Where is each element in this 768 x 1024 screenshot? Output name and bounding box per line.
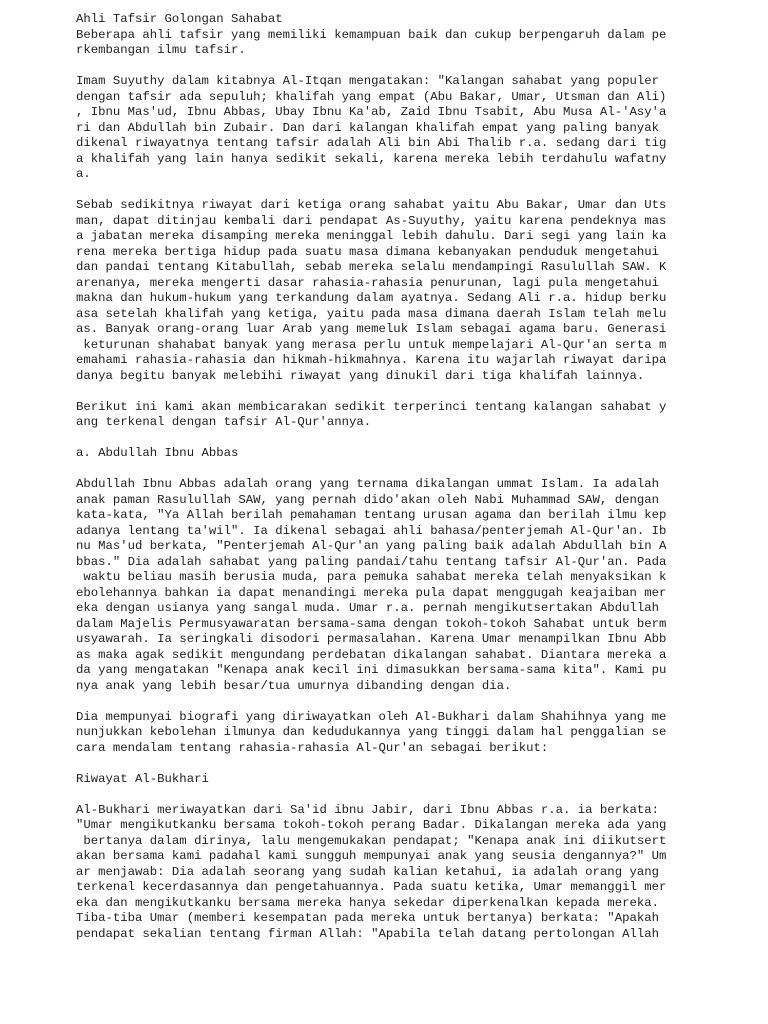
text-line: nunjukkan kebolehan ilmunya dan kedudukannya yang tinggi dalam hal penggalian se: [76, 725, 667, 739]
text-line: eka dengan usianya yang sangal muda. Umar r.a. pernah mengikutsertakan Abdullah: [76, 601, 659, 615]
paragraph: [76, 400, 736, 431]
text-line: a. Abdullah Ibnu Abbas: [76, 446, 239, 460]
text-line: a khalifah yang lain hanya sedikit sekali, karena mereka lebih terdahulu wafatny: [76, 151, 667, 166]
text-line: terkenal kecerdasannya dan pengetahuannya. Pada suatu ketika, Umar memanggil mer: [76, 880, 667, 894]
text-line: ar menjawab: Dia adalah seorang yang sudah kalian ketahui, ia adalah orang yang: [76, 864, 659, 879]
text-line: bertanya dalam dirinya, lalu mengemukakan pendapat; "Kenapa anak ini diikutsert: [76, 833, 667, 848]
paragraph: [76, 198, 736, 384]
text-line: Abdullah Ibnu Abbas adalah orang yang ternama dikalangan ummat Islam. Ia adalah: [76, 477, 659, 491]
text-line: pendapat sekalian tentang firman Allah: "Apabila telah datang pertolongan Allah: [76, 926, 659, 941]
text-line: ang terkenal dengan tafsir Al-Qur'annya.: [76, 415, 372, 429]
text-line: makna dan hukum-hukum yang terkandung dalam ayatnya. Sedang Ali r.a. hidup berku: [76, 291, 667, 305]
text-line: Ahli Tafsir Golongan Sahabat: [76, 12, 283, 26]
text-line: , Ibnu Mas'ud, Ibnu Abbas, Ubay Ibnu Ka'ab, Zaid Ibnu Tsabit, Abu Musa Al-'Asy'a: [76, 105, 667, 119]
text-line: dalam Majelis Permusyawaratan bersama-sama dengan tokoh-tokoh Sahabat untuk berm: [76, 616, 667, 631]
paragraph: [76, 477, 736, 694]
text-line: "Umar mengikutkanku bersama tokoh-tokoh perang Badar. Dikalangan mereka ada yang: [76, 818, 667, 832]
text-line: Al-Bukhari meriwayatkan dari Sa'id ibnu Jabir, dari Ibnu Abbas r.a. ia berkata:: [76, 802, 659, 817]
text-line: dengan tafsir ada sepuluh; khalifah yang empat (Abu Bakar, Umar, Utsman dan Ali): [76, 89, 667, 104]
text-line: a jabatan mereka disamping mereka meninggal lebih dahulu. Dari segi yang lain ka: [76, 229, 667, 243]
paragraph: [76, 710, 736, 757]
text-line: waktu beliau masih berusia muda, para pemuka sahabat mereka telah menyaksikan k: [76, 570, 667, 584]
text-line: usyawarah. Ia seringkali disodori permasalahan. Karena Umar menampilkan Ibnu Abb: [76, 632, 667, 646]
text-line: bbas." Dia adalah sahabat yang paling pandai/tahu tentang tafsir Al-Qur'an. Pada: [76, 554, 667, 569]
text-line: rena mereka bertiga hidup pada suatu masa dimana kebanyakan penduduk mengetahui: [76, 244, 659, 259]
text-line: kata-kata, "Ya Allah berilah pemahaman tentang urusan agama dan berilah ilmu kep: [76, 508, 667, 522]
text-line: ri dan Abdullah bin Zubair. Dan dari kalangan khalifah empat yang paling banyak: [76, 120, 659, 135]
paragraph: [76, 446, 736, 462]
text-line: Sebab sedikitnya riwayat dari ketiga orang sahabat yaitu Abu Bakar, Umar dan Uts: [76, 198, 667, 212]
text-line: dan pandai tentang Kitabullah, sebab mereka selalu mendampingi Rasulullah SAW. K: [76, 260, 667, 274]
text-line: rkembangan ilmu tafsir.: [76, 43, 246, 57]
text-line: emahami rahasia-rahasia dan hikmah-hikmahnya. Karena itu wajarlah riwayat daripa: [76, 353, 667, 367]
text-line: cara mendalam tentang rahasia-rahasia Al-Qur'an sebagai berikut:: [76, 740, 549, 755]
text-line: Berikut ini kami akan membicarakan sedikit terperinci tentang kalangan sahabat y: [76, 399, 667, 414]
text-line: ebolehannya bahkan ia dapat menandingi mereka pula dapat menggugah keajaiban mer: [76, 585, 667, 600]
text-line: dikenal riwayatnya tentang tafsir adalah Ali bin Abi Thalib r.a. sedang dari tig: [76, 136, 667, 150]
text-line: Tiba-tiba Umar (memberi kesempatan pada mereka untuk bertanya) berkata: "Apakah: [76, 911, 659, 925]
text-line: danya begitu banyak melebihi riwayat yang dinukil dari tiga khalifah lainnya.: [76, 368, 645, 383]
text-line: keturunan shahabat banyak yang merasa perlu untuk mempelajari Al-Qur'an serta m: [76, 337, 667, 352]
text-line: nu Mas'ud berkata, "Penterjemah Al-Qur'an yang paling baik adalah Abdullah bin A: [76, 539, 667, 553]
paragraph: [76, 772, 736, 788]
text-line: anak paman Rasulullah SAW, yang pernah dido'akan oleh Nabi Muhammad SAW, dengan: [76, 492, 659, 507]
paragraph: [76, 74, 736, 183]
text-line: asa setelah khalifah yang ketiga, yaitu pada masa dimana daerah Islam telah melu: [76, 306, 667, 321]
text-line: Riwayat Al-Bukhari: [76, 771, 209, 786]
text-line: arenanya, mereka mengerti dasar rahasia-rahasia penurunan, lagi pula mengetahui: [76, 275, 659, 290]
text-line: as. Banyak orang-orang luar Arab yang memeluk Islam sebagai agama baru. Generasi: [76, 322, 667, 336]
text-line: man, dapat ditinjau kembali dari pendapat As-Suyuthy, yaitu karena pendeknya mas: [76, 213, 667, 228]
text-line: Beberapa ahli tafsir yang memiliki kemampuan baik dan cukup berpengaruh dalam pe: [76, 27, 667, 42]
text-line: as maka agak sedikit mengundang perdebatan dikalangan sahabat. Diantara mereka a: [76, 647, 667, 662]
paragraph: [76, 803, 736, 943]
text-line: Imam Suyuthy dalam kitabnya Al-Itqan mengatakan: "Kalangan sahabat yang populer: [76, 74, 659, 88]
document-body: [76, 12, 736, 942]
paragraph: [76, 12, 736, 59]
text-line: nya anak yang lebih besar/tua umurnya dibanding dengan dia.: [76, 678, 512, 693]
text-line: akan bersama kami padahal kami sungguh mempunyai anak yang seusia dengannya?" Um: [76, 849, 667, 863]
text-line: eka dan mengikutkanku bersama mereka hanya sekedar diperkenalkan kepada mereka.: [76, 895, 659, 910]
text-line: a.: [76, 167, 91, 181]
text-line: adanya lentang ta'wil". Ia dikenal sebagai ahli bahasa/penterjemah Al-Qur'an. Ib: [76, 523, 667, 538]
text-line: Dia mempunyai biografi yang diriwayatkan oleh Al-Bukhari dalam Shahihnya yang me: [76, 709, 667, 724]
text-line: da yang mengatakan "Kenapa anak kecil ini dimasukkan bersama-sama kita". Kami pu: [76, 663, 667, 677]
